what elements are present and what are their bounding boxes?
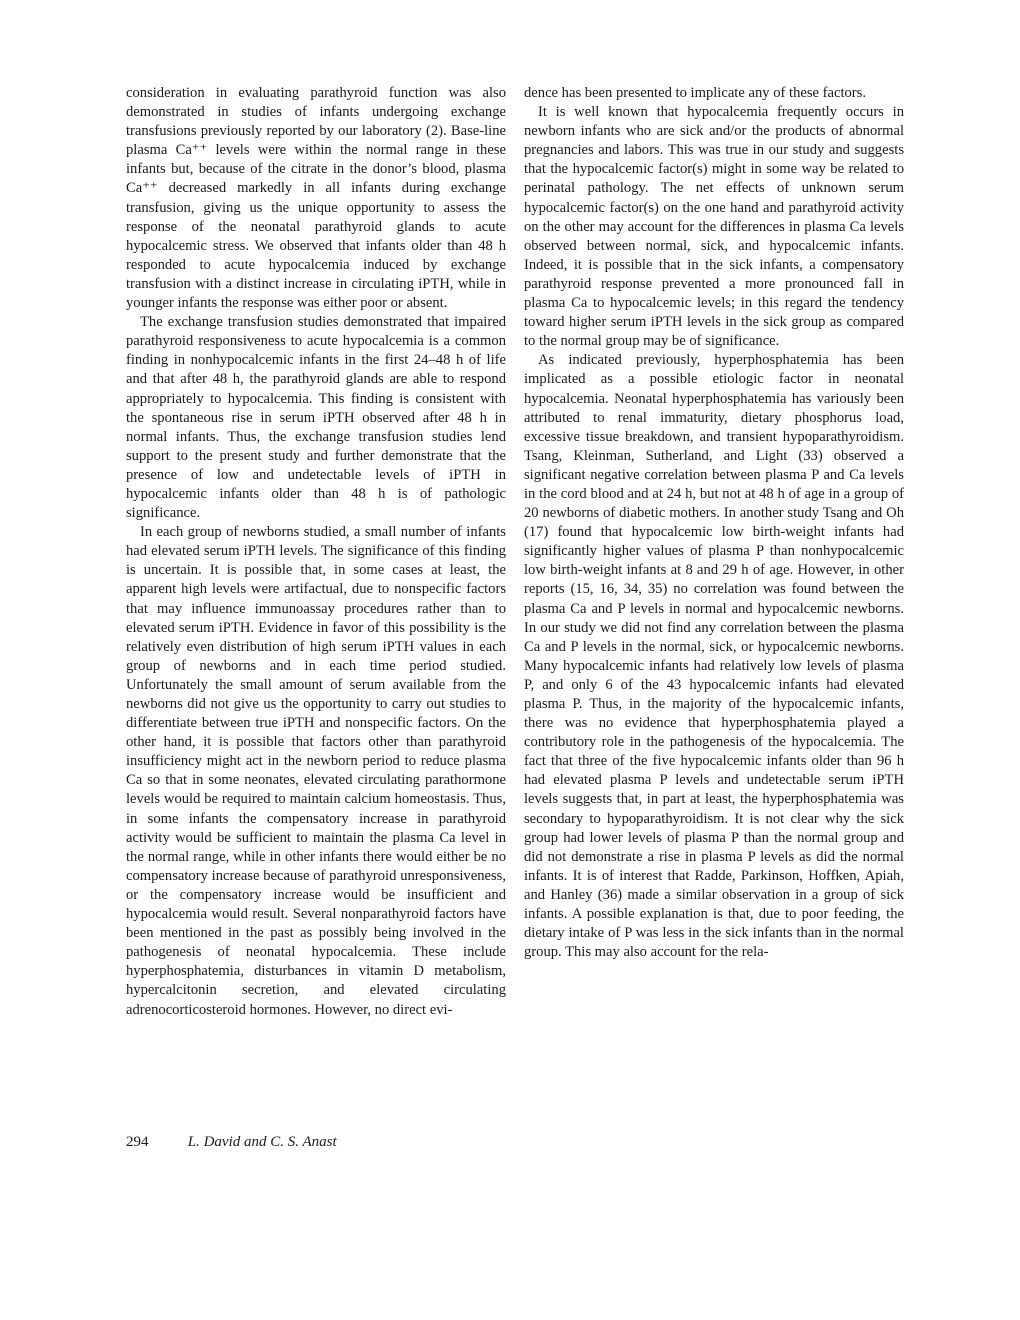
paragraph: dence has been presented to implicate any of these factors. [524,85,866,101]
page-number: 294 [126,1134,149,1150]
right-column [524,84,904,962]
paragraph: The exchange transfusion studies demonstrated that impaired parathyroid responsiveness to acute hypocalcemia is a common finding in nonhypocalcemic infants in the first 24–48 h of life and that after 48 h, the parathyroid glands are able to respond appropriately to hypocalcemia. This finding is consistent with the spontaneous rise in serum iPTH observed after 48 h in normal infants. Thus, the exchange transfusion studies lend support to the present study and further demonstrate that the presence of low and undetectable levels of iPTH in hypocalcemic infants older than 48 h is of pathologic significance. [126,314,506,522]
left-column [126,84,506,1020]
paragraph: It is well known that hypocalcemia frequently occurs in newborn infants who are sick and/or the products of abnormal pregnancies and labors. This was true in our study and suggests that the hypocalcemic factor(s) might in some way be related to perinatal pathology. The net effects of unknown serum hypocalcemic factor(s) on the one hand and parathyroid activity on the other may account for the differences in plasma Ca levels observed between normal, sick, and hypocalcemic infants. Indeed, it is possible that in the sick infants, a compensatory parathyroid response prevented a more pronounced fall in plasma Ca to hypocalcemic levels; in this regard the tendency toward higher serum iPTH levels in the sick group as compared to the normal group may be of significance. [524,104,904,350]
paragraph: As indicated previously, hyperphosphatemia has been implicated as a possible etiologic factor in neonatal hypocalcemia. Neonatal hyperphosphatemia has variously been attributed to renal immaturity, dietary phosphorus load, excessive tissue breakdown, and transient hypoparathyroidism. Tsang, Kleinman, Sutherland, and Light (33) observed a significant negative correlation between plasma P and Ca levels in the cord blood and at 24 h, but not at 48 h of age in a group of 20 newborns of diabetic mothers. In another study Tsang and Oh (17) found that hypocalcemic low birth-weight infants had significantly higher values of plasma P than nonhypocalcemic low birth-weight infants at 8 and 29 h of age. However, in other reports (15, 16, 34, 35) no correlation was found between the plasma Ca and P levels in normal and hypocalcemic newborns. In our study we did not find any correlation between the plasma Ca and P levels in the normal, sick, or hypocalcemic newborns. Many hypocalcemic infants had relatively low levels of plasma P, and only 6 of the 43 hypocalcemic infants had elevated plasma P. Thus, in the majority of the hypocalcemic infants, there was no evidence that hyperphosphatemia played a contributory role in the pathogenesis of the hypocalcemia. The fact that three of the five hypocalcemic infants older than 96 h had elevated plasma P levels and undetectable serum iPTH levels suggests that, in part at least, the hyperphosphatemia was secondary to hypoparathyroidism. It is not clear why the sick group had lower levels of plasma P than the normal group and did not demonstrate a rise in plasma P levels as did the normal infants. It is of interest that Radde, Parkinson, Hoffken, Apiah, and Hanley (36) made a similar observation in a group of sick infants. A possible explanation is that, due to poor feeding, the dietary intake of P was less in the sick infants than in the normal group. This may also account for the rela- [524,352,904,961]
paragraph: In each group of newborns studied, a small number of infants had elevated serum iPTH levels. The significance of this finding is uncertain. It is possible that, in some cases at least, the apparent high levels were artifactual, due to nonspecific factors that may influence immunoassay procedures rather than to elevated serum iPTH. Evidence in favor of this possibility is the relatively even distribution of high serum iPTH values in each group of newborns and in each time period studied. Unfortunately the small amount of serum available from the newborns did not give us the opportunity to carry out studies to differentiate between true iPTH and nonspecific factors. On the other hand, it is possible that factors other than parathyroid insufficiency might act in the newborn period to reduce plasma Ca so that in some neonates, elevated circulating parathormone levels would be required to maintain calcium homeostasis. Thus, in some infants the compensatory increase in parathyroid activity would be sufficient to maintain the plasma Ca level in the normal range, while in other infants there would either be no compensatory increase because of parathyroid unresponsiveness, or the compensatory increase would be insufficient and hypocalcemia would result. Several nonparathyroid factors have been mentioned in the past as possibly being involved in the pathogenesis of neonatal hypocalcemia. These include hyperphosphatemia, disturbances in vitamin D metabolism, hypercalcitonin secretion, and elevated circulating adrenocorticosteroid hormones. However, no direct evi- [126,524,506,1018]
page-footer [126,1134,337,1151]
paragraph: consideration in evaluating parathyroid function was also demonstrated in studies of infants undergoing exchange transfusions previously reported by our laboratory (2). Base-line plasma Ca⁺⁺ levels were within the normal range in these infants but, because of the citrate in the donor’s blood, plasma Ca⁺⁺ decreased markedly in all infants during exchange transfusion, giving us the unique opportunity to assess the response of the neonatal parathyroid glands to acute hypocalcemic stress. We observed that infants older than 48 h responded to acute hypocalcemia induced by exchange transfusion with a distinct increase in circulating iPTH, while in younger infants the response was either poor or absent. [126,85,506,312]
running-authors: L. David and C. S. Anast [187,1134,337,1150]
